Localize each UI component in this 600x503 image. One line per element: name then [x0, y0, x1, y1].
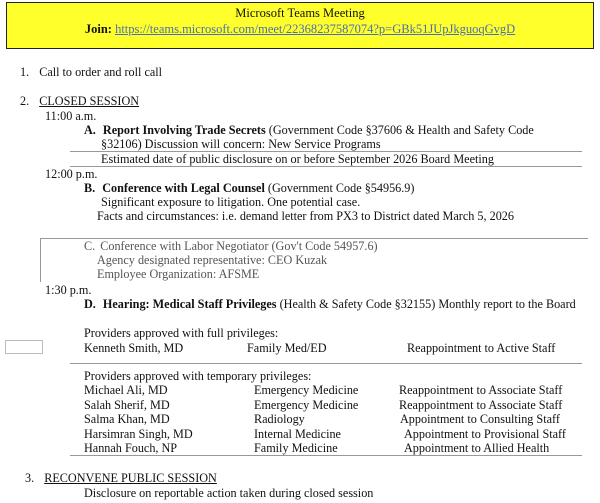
subitem-title: Hearing: Medical Staff Privileges — [102, 297, 277, 311]
subitem-title: Report Involving Trade Secrets — [102, 123, 266, 137]
provider-name: Salah Sherif, MD — [84, 397, 170, 412]
subitem-line: Facts and circumstances: i.e. demand letter from PX3 to District dated March 5, 2026 — [97, 209, 514, 223]
subitem-title: Conference with Legal Counsel — [102, 181, 265, 195]
time-label: 12:00 p.m. — [45, 167, 98, 181]
subitem-reference: (Health & Safety Code §32155) Monthly report to the Board — [279, 297, 576, 311]
subitem-line: Agency designated representative: CEO Kuzak — [97, 253, 328, 267]
item-number: 1. — [20, 65, 30, 79]
item-number: 3. — [25, 471, 35, 485]
subitem-reference: (Government Code §54956.9) — [267, 181, 415, 195]
provider-action: Appointment to Consulting Staff — [400, 412, 560, 426]
agenda-item-1 — [20, 65, 162, 80]
subitem-b — [84, 181, 414, 196]
provider-name: Michael Ali, MD — [84, 383, 168, 397]
subitem-reference: (Government Code §37606 & Health and Safety Code — [268, 123, 534, 137]
provider-action: Reappointment to Associate Staff — [399, 383, 563, 397]
provider-name: Salma Khan, MD — [84, 412, 170, 426]
divider — [70, 166, 582, 167]
time-label: 11:00 a.m. — [45, 109, 97, 123]
provider-action: Reappointment to Associate Staff — [399, 397, 563, 412]
provider-specialty: Family Medicine — [254, 441, 338, 455]
subitem-letter: B. — [84, 181, 96, 195]
provider-specialty: Emergency Medicine — [254, 397, 359, 412]
subitem-title: Conference with Labor Negotiator — [100, 239, 269, 253]
divider — [40, 238, 41, 282]
item-number: 2. — [20, 94, 30, 108]
provider-action: Appointment to Provisional Staff — [404, 426, 566, 441]
full-privileges-heading: Providers approved with full privileges: — [84, 326, 279, 340]
subitem-letter: C. — [84, 239, 96, 253]
subitem-c — [84, 239, 378, 254]
teams-meeting-banner — [6, 2, 594, 49]
provider-specialty: Radiology — [254, 412, 305, 426]
subitem-line: Employee Organization: AFSME — [97, 267, 260, 281]
subitem-reference: (Gov't Code 54957.6) — [271, 239, 378, 253]
subitem-d — [84, 297, 576, 312]
provider-specialty: Family Med/ED — [247, 341, 327, 355]
item-title: RECONVENE PUBLIC SESSION — [44, 471, 217, 485]
item-title: Call to order and roll call — [39, 65, 163, 79]
time-label: 1:30 p.m. — [45, 283, 92, 297]
divider — [70, 363, 582, 364]
empty-cell — [5, 340, 43, 354]
join-label: Join: — [84, 22, 112, 36]
subitem-letter: A. — [84, 123, 96, 137]
item-line: Disclosure on reportable action taken during closed session — [84, 486, 374, 500]
provider-name: Hannah Fouch, NP — [84, 441, 178, 455]
divider — [70, 455, 582, 456]
banner-join-line — [7, 22, 593, 37]
join-link[interactable]: https://teams.microsoft.com/meet/22368237587074?p=GBk51JUpJkguoqGvgD — [115, 22, 516, 36]
provider-action: Appointment to Allied Health — [404, 441, 550, 455]
subitem-line: Significant exposure to litigation. One potential case. — [101, 195, 361, 209]
provider-name: Kenneth Smith, MD — [84, 341, 184, 355]
provider-name: Harsimran Singh, MD — [84, 426, 193, 441]
subitem-reference-continued: §32106) Discussion will concern: New Service Programs — [101, 137, 381, 151]
agenda-item-3 — [25, 471, 217, 486]
temporary-privileges-heading: Providers approved with temporary privileges: — [84, 369, 312, 383]
subitem-letter: D. — [84, 297, 96, 311]
provider-action: Reappointment to Active Staff — [407, 341, 556, 355]
provider-specialty: Emergency Medicine — [254, 383, 359, 397]
subitem-note: Estimated date of public disclosure on or before September 2026 Board Meeting — [101, 152, 494, 166]
provider-specialty: Internal Medicine — [254, 426, 341, 441]
banner-title: Microsoft Teams Meeting — [235, 6, 365, 20]
item-title: CLOSED SESSION — [39, 94, 140, 108]
agenda-item-2 — [20, 94, 139, 109]
subitem-a — [84, 123, 534, 138]
